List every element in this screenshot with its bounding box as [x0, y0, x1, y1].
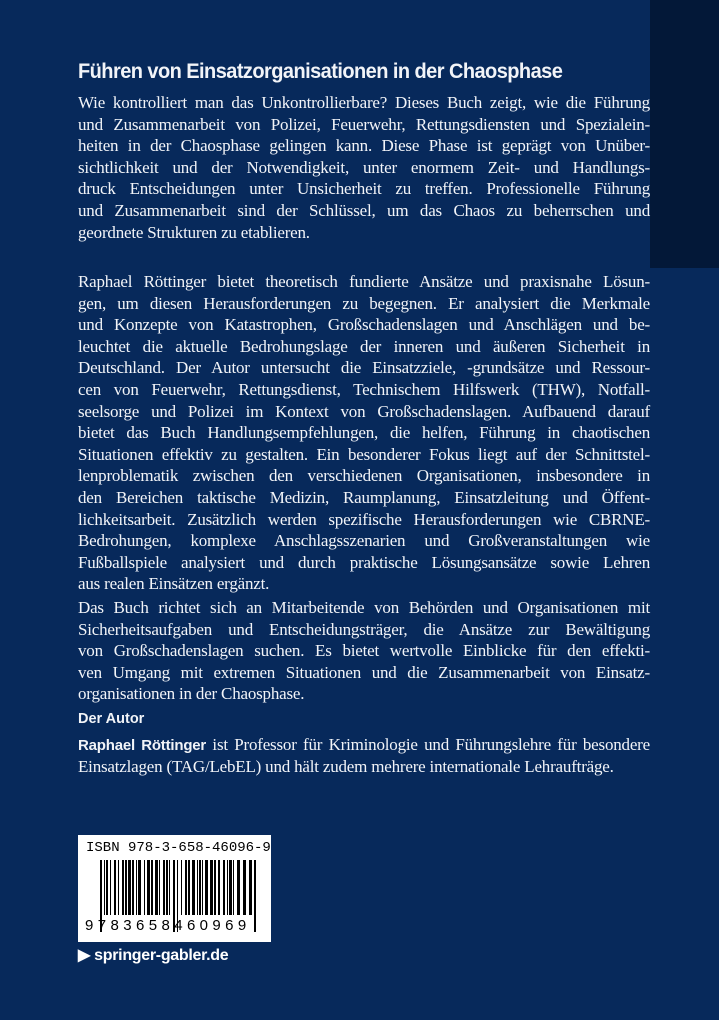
- text-line: seelsorge und Polizei im Kontext von Großschadenslagen. Aufbauend darauf: [78, 401, 650, 421]
- text-line: Sicherheitsaufgaben und Entscheidungsträger, die Ansätze zur Bewältigung: [78, 619, 650, 639]
- text-line: von Großschadenslagen suchen. Es bietet wertvolle Einblicke für den effekti-: [78, 641, 650, 661]
- text-line: heiten in der Chaosphase gelingen kann. Diese Phase ist geprägt von Unüber-: [78, 136, 650, 156]
- barcode-bar: [118, 860, 119, 915]
- barcode-bar: [110, 860, 111, 915]
- barcode-bar: [233, 860, 234, 915]
- barcode-bar: [104, 860, 105, 915]
- author-bio-line-1: [78, 734, 650, 756]
- barcode-bar: [199, 860, 201, 915]
- description-paragraph-2: [78, 271, 650, 595]
- isbn-barcode: [78, 835, 271, 942]
- barcode-bar: [144, 860, 145, 915]
- text-line: Das Buch richtet sich an Mitarbeitende von Behörden und Organisationen mit: [78, 598, 650, 617]
- barcode-bar: [249, 860, 252, 915]
- barcode-bar: [114, 860, 116, 915]
- text-line: ven Umgang mit extremen Situationen und die Zusammenarbeit von Einsatz-: [78, 662, 650, 682]
- barcode-bar: [237, 860, 240, 915]
- text-line: Bedrohungen, komplexe Anschlagsszenarien und Großveranstaltungen wie: [78, 531, 650, 551]
- barcode-bar: [125, 860, 127, 915]
- barcode-bar: [214, 860, 216, 915]
- text-line: und Zusammenarbeit sind der Schlüssel, um das Chaos zu beherrschen und: [78, 200, 650, 220]
- text-line: lichkeitsarbeit. Zusätzlich werden spezifische Herausforderungen wie CBRNE-: [78, 509, 650, 529]
- text-line: sichtlichkeit und der Notwendigkeit, unter enormem Zeit- und Handlungs-: [78, 157, 650, 177]
- barcode-bar: [181, 860, 182, 915]
- isbn-label: ISBN 978-3-658-46096-9: [86, 840, 271, 856]
- text-line: organisationen in der Chaosphase.: [78, 684, 305, 704]
- barcode-bar: [132, 860, 134, 915]
- barcode-bar: [159, 860, 160, 915]
- text-line: leuchtet die aktuelle Bedrohungslage der inneren und äußeren Sicherheit in: [78, 336, 650, 356]
- barcode-bar: [188, 860, 190, 915]
- barcode-bar: [151, 860, 153, 915]
- barcode-bar: [243, 860, 246, 915]
- author-bio: [78, 734, 650, 777]
- text-line: und Zusammenarbeit von Polizei, Feuerwehr, Rettungsdiensten und Spezialein-: [78, 114, 650, 134]
- description-paragraph-3: [78, 597, 650, 705]
- barcode-bar: [227, 860, 228, 915]
- text-line: Deutschland. Der Autor untersucht die Einsatzziele, -grundsätze und Ressour-: [78, 358, 650, 378]
- barcode-bar: [205, 860, 208, 915]
- description-paragraph-1: [78, 92, 650, 243]
- author-heading: Der Autor: [78, 711, 145, 727]
- barcode-bar: [128, 860, 131, 915]
- barcode-bar: [122, 860, 124, 915]
- barcode-bar: [229, 860, 232, 915]
- author-bio-text: ist Professor für Kriminologie und Führungslehre für besondere: [206, 735, 650, 754]
- barcode-bar: [218, 860, 220, 915]
- barcode-bar: [147, 860, 150, 915]
- barcode-digits: 9783658460969: [85, 917, 251, 934]
- barcode-bar: [136, 860, 137, 915]
- text-line: aus realen Einsätzen ergänzt.: [78, 574, 270, 594]
- website-link[interactable]: springer-gabler.de: [94, 947, 229, 964]
- author-name: Raphael Röttinger: [78, 737, 207, 754]
- text-line: Raphael Röttinger bietet theoretisch fundierte Ansätze und praxisnahe Lösun-: [78, 272, 650, 291]
- text-line: druck Entscheidungen unter Unsicherheit zu treffen. Professionelle Führung: [78, 179, 650, 199]
- text-line: Wie kontrolliert man das Unkontrollierbare? Dieses Buch zeigt, wie die Führung: [78, 93, 650, 112]
- barcode-bar: [169, 860, 170, 915]
- text-line: und Konzepte von Katastrophen, Großschadenslagen und Anschlägen und be-: [78, 315, 650, 335]
- barcode-bar: [192, 860, 195, 915]
- barcode-bar: [202, 860, 203, 915]
- barcode-bar: [223, 860, 225, 915]
- arrow-right-icon: ▶: [78, 947, 91, 964]
- barcode-bar: [166, 860, 168, 915]
- barcode-bar: [163, 860, 165, 915]
- book-title: Führen von Einsatzorganisationen in der Chaosphase: [78, 59, 563, 83]
- text-line: Situationen effektiv zu gestalten. Ein besonderer Fokus liegt auf der Schnittstel-: [78, 444, 650, 464]
- barcode-bar: [254, 860, 256, 932]
- text-line: Fußballspiele analysiert und durch praktische Lösungsansätze sowie Lehren: [78, 552, 650, 572]
- barcode-bar: [185, 860, 187, 915]
- text-line: lenproblematik zwischen den verschiedenen Organisationen, insbesondere in: [78, 466, 650, 486]
- text-line: cen von Feuerwehr, Rettungsdienst, Technischem Hilfswerk (THW), Notfall-: [78, 379, 650, 399]
- spine-accent: [650, 0, 719, 268]
- barcode-bar: [210, 860, 213, 915]
- text-line: gen, um diesen Herausforderungen zu begegnen. Er analysiert die Merkmale: [78, 293, 650, 313]
- text-line: bietet das Buch Handlungsempfehlungen, die helfen, Führung in chaotischen: [78, 423, 650, 443]
- barcode-bar: [155, 860, 158, 915]
- author-bio-text-2: Einsatzlagen (TAG/LebEL) und hält zudem mehrere internationale Lehraufträge.: [78, 756, 614, 776]
- barcode-bar: [197, 860, 198, 915]
- barcode-bar: [138, 860, 141, 915]
- publisher-website[interactable]: [78, 946, 228, 966]
- text-line: geordnete Strukturen zu etablieren.: [78, 222, 310, 242]
- barcode-bar: [106, 860, 108, 915]
- text-line: den Bereichen taktische Medizin, Raumplanung, Einsatzleitung und Öffent-: [78, 487, 650, 507]
